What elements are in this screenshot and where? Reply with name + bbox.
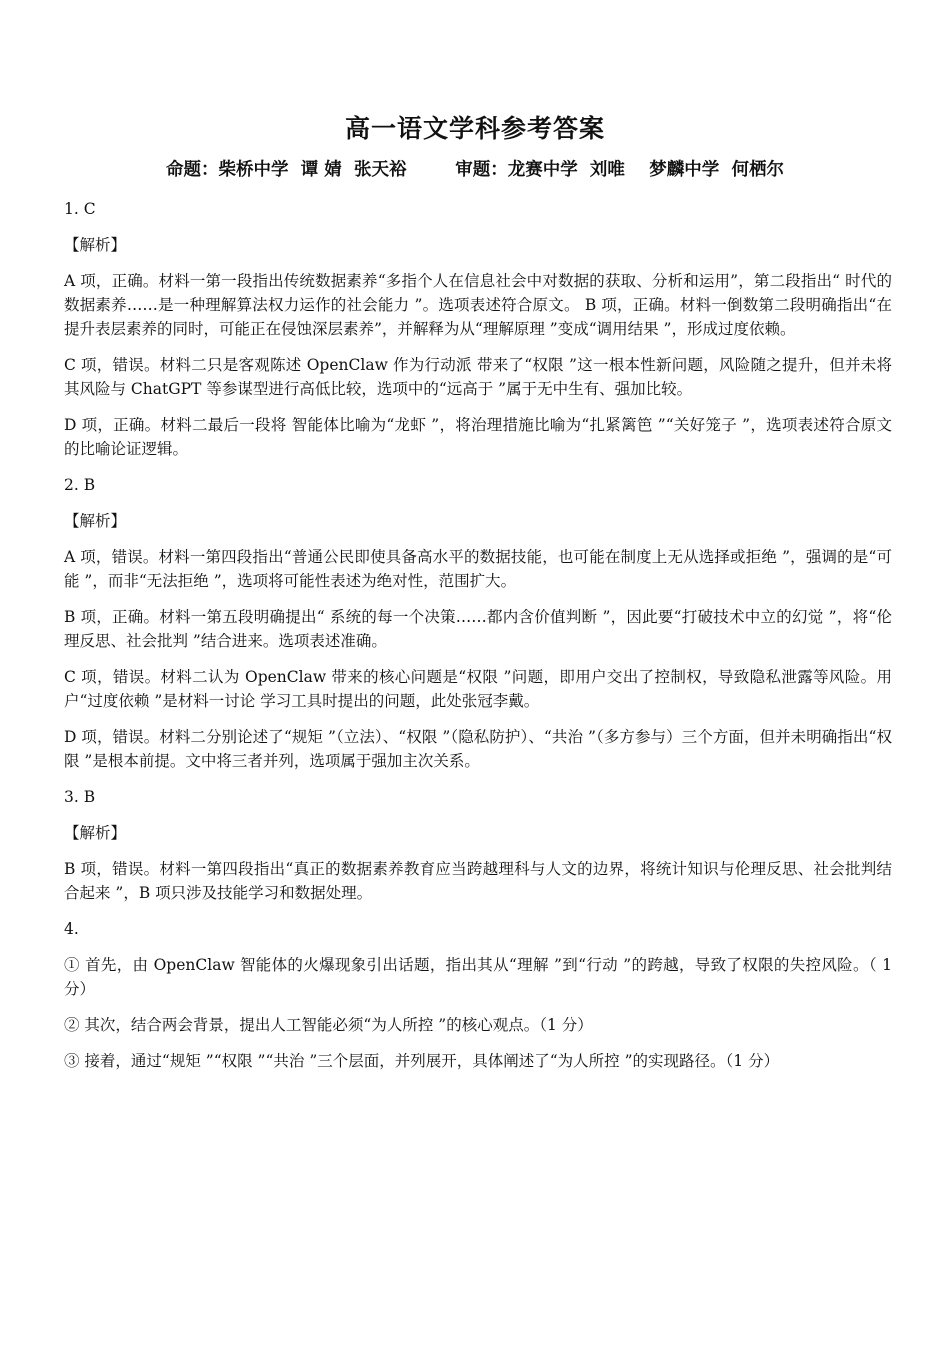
- answer-content: [64, 197, 892, 1085]
- question-1-answer: 1. C: [64, 200, 96, 218]
- question-2-paragraph-3: C 项，错误。材料二认为 OpenClaw 带来的核心问题是“权限 ”问题，即用户交出了控制权，导致隐私泄露等风险。用户“过度依赖 ”是材料一讨论 学习工具时提出的问题，此处张冠李戴。: [64, 668, 892, 710]
- question-2-answer: 2. B: [64, 476, 96, 494]
- question-4-point-2: ② 其次，结合两会背景，提出人工智能必须“为人所控 ”的核心观点。（1 分）: [64, 1016, 593, 1034]
- question-3-paragraph-1: B 项，错误。材料一第四段指出“真正的数据素养教育应当跨越理科与人文的边界，将统计知识与伦理反思、社会批判结合起来 ”，B 项只涉及技能学习和数据处理。: [64, 860, 892, 902]
- question-2-paragraph-4: D 项，错误。材料二分别论述了“规矩 ”（立法）、“权限 ”（隐私防护）、“共治 ”（多方参与）三个方面，但并未明确指出“权限 ”是根本前提。文中将三者并列，选项属于强加主次关系。: [64, 728, 892, 770]
- question-4: [64, 917, 892, 1073]
- question-3-analysis-label: 【解析】: [64, 824, 127, 842]
- question-1-paragraph-2: C 项，错误。材料二只是客观陈述 OpenClaw 作为行动派 带来了“权限 ”这一根本性新问题，风险随之提升，但并未将其风险与 ChatGPT 等参谋型进行高低比较，选项中的“远高于 ”属于无中生有、强加比较。: [64, 356, 892, 398]
- question-1-paragraph-3: D 项，正确。材料二最后一段将 智能体比喻为“龙虾 ”，将治理措施比喻为“扎紧篱笆 ”“关好笼子 ”，选项表述符合原文的比喻论证逻辑。: [64, 416, 892, 458]
- question-3: [64, 785, 892, 905]
- question-4-point-3: ③ 接着，通过“规矩 ”“权限 ”“共治 ”三个层面，并列展开，具体阐述了“为人所控 ”的实现路径。（1 分）: [64, 1052, 780, 1070]
- authors-line: 命题：柴桥中学 谭 婧 张天裕 审题：龙赛中学 刘唯 梦麟中学 何栖尔: [166, 160, 784, 180]
- question-2: [64, 473, 892, 773]
- question-2-analysis-label: 【解析】: [64, 512, 127, 530]
- question-1: [64, 197, 892, 461]
- question-3-answer: 3. B: [64, 788, 96, 806]
- question-1-paragraph-1: A 项，正确。材料一第一段指出传统数据素养“多指个人在信息社会中对数据的获取、分析和运用”，第二段指出“ 时代的数据素养……是一种理解算法权力运作的社会能力 ”。选项表述符合原文。 B 项，正确。材料一倒数第二段明确指出“在提升表层素养的同时，可能正在侵蚀深层素养”，并解释为从“理解原理 ”变成“调用结果 ”，形成过度依赖。: [64, 272, 892, 338]
- question-2-paragraph-2: B 项，正确。材料一第五段明确提出“ 系统的每一个决策……都内含价值判断 ”，因此要“打破技术中立的幻觉 ”，将“伦理反思、社会批判 ”结合进来。选项表述准确。: [64, 608, 892, 650]
- page-title: 高一语文学科参考答案: [344, 114, 605, 143]
- question-2-paragraph-1: A 项，错误。材料一第四段指出“普通公民即使具备高水平的数据技能，也可能在制度上无从选择或拒绝 ”，强调的是“可能 ”，而非“无法拒绝 ”，选项将可能性表述为绝对性，范围扩大。: [64, 548, 892, 590]
- question-4-number: 4.: [64, 920, 79, 938]
- question-1-analysis-label: 【解析】: [64, 236, 127, 254]
- question-4-point-1: ① 首先，由 OpenClaw 智能体的火爆现象引出话题，指出其从“理解 ”到“行动 ”的跨越，导致了权限的失控风险。（ 1 分）: [64, 956, 892, 998]
